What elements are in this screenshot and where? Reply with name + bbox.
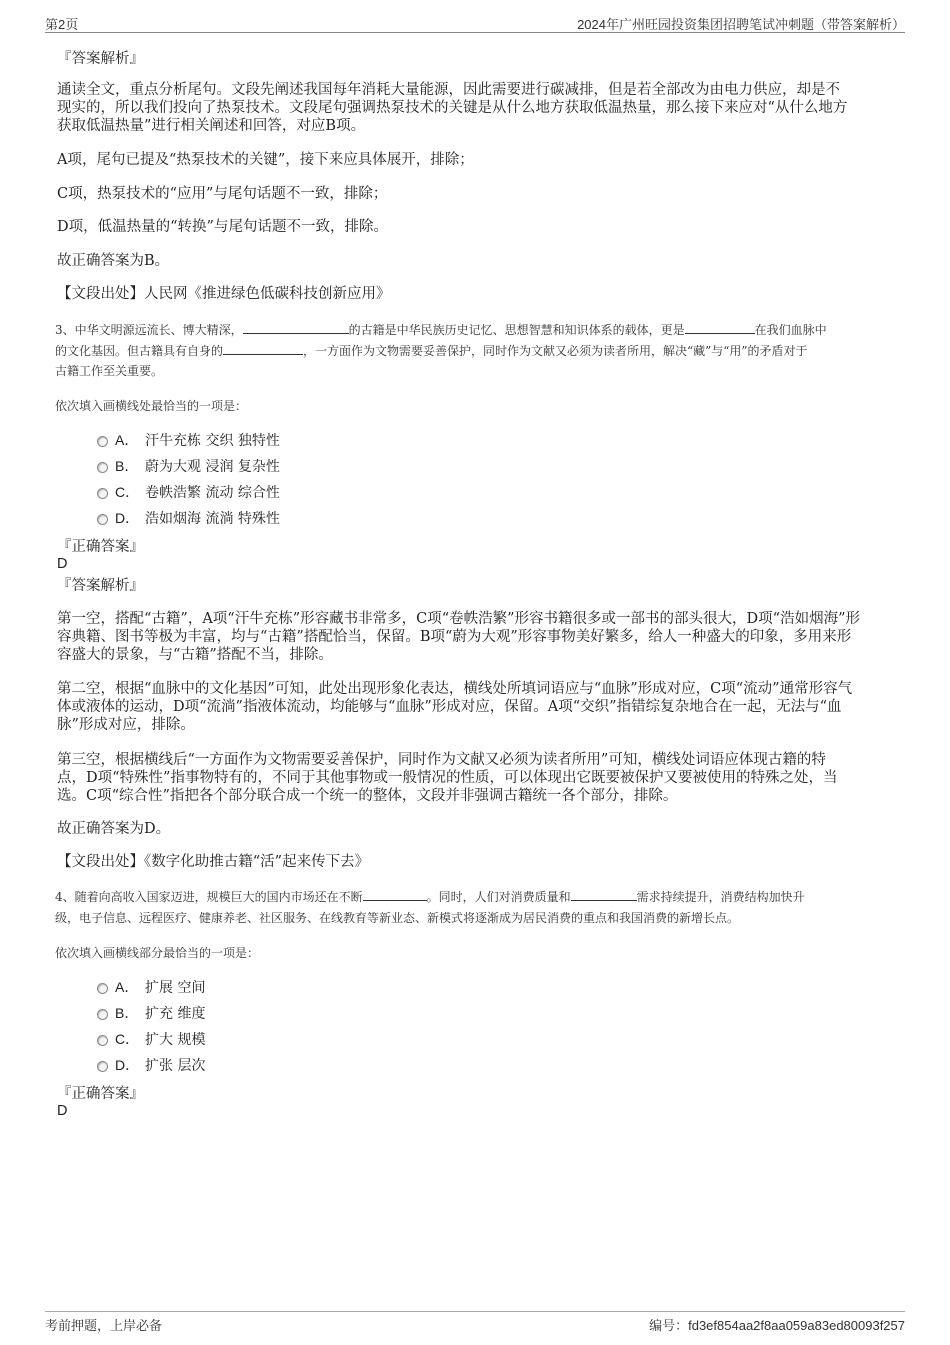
text-line: 3、中华文明源远流长、博大精深， 的古籍是中华民族历史记忆、思想智慧和知识体系的载体，更是 在我们血脉中 (55, 323, 827, 337)
q3-option-a[interactable]: A． 汗牛充栋 交织 独特性 (97, 430, 280, 450)
blank-1[interactable] (363, 888, 427, 901)
document-id: 编号：fd3ef854aa2f8aa059a83ed80093f257 (649, 1318, 905, 1333)
q4-stem (55, 887, 895, 928)
q2-source: 【文段出处】人民网《推进绿色低碳科技创新应用》 (57, 286, 391, 302)
page-footer (45, 1311, 905, 1334)
text-line: 第二空，根据“血脉中的文化基因”可知，此处出现形象化表达，横线处所填词语应与“血脉”形成对应，C项“流动”通常形容气 (57, 681, 853, 697)
q3-analysis-para-1 (57, 610, 897, 664)
q3-conclusion: 故正确答案为D。 (57, 821, 171, 837)
radio-icon[interactable] (97, 983, 108, 994)
text-line: 脉”形成对应，排除。 (57, 717, 195, 733)
radio-icon[interactable] (97, 1061, 108, 1072)
radio-icon[interactable] (97, 436, 108, 447)
q4-answer-label: 『正确答案』 (57, 1086, 144, 1102)
q3-analysis-para-2 (57, 680, 897, 734)
q2-option-c-note: C项，热泵技术的“应用”与尾句话题不一致，排除； (57, 186, 388, 202)
q2-option-a-note: A项，尾句已提及“热泵技术的关键”，接下来应具体展开，排除； (57, 152, 474, 168)
q3-option-d[interactable]: D． 浩如烟海 流淌 特殊性 (97, 508, 280, 528)
text-line: 体或液体的运动，D项“流淌”指液体流动，均能够与“血脉”形成对应，保留。A项“交织”指错综复杂地合在一起，无法与“血 (57, 699, 842, 715)
text-line: 获取低温热量”进行相关阐述和回答，对应B项。 (57, 118, 366, 134)
q3-instruction: 依次填入画横线处最恰当的一项是： (55, 399, 248, 413)
text-line: 容典籍、图书等极为丰富，均与“古籍”搭配恰当，保留。B项“蔚为大观”形容事物美好繁多，给人一种盛大的印象，多用来形 (57, 629, 852, 645)
q3-source: 【文段出处】《数字化助推古籍“活”起来传下去》 (57, 854, 370, 870)
q4-option-d[interactable]: D． 扩张 层次 (97, 1055, 205, 1075)
q2-analysis-para (57, 81, 897, 135)
blank-2[interactable] (685, 321, 755, 334)
radio-icon[interactable] (97, 462, 108, 473)
q4-option-a[interactable]: A． 扩展 空间 (97, 977, 205, 997)
footer-slogan: 考前押题，上岸必备 (45, 1318, 163, 1333)
q3-analysis-para-3 (57, 751, 897, 805)
radio-icon[interactable] (97, 1035, 108, 1046)
text-line: 选。C项“综合性”指把各个部分联合成一个统一的整体，文段并非强调古籍统一各个部分，排除。 (57, 788, 678, 804)
page-number: 第2页 (45, 17, 79, 32)
blank-1[interactable] (243, 321, 349, 334)
text-line: 级，电子信息、远程医疗、健康养老、社区服务、在线教育等新业态、新模式将逐渐成为居民消费的重点和我国消费的新增长点。 (55, 910, 740, 925)
q2-conclusion: 故正确答案为B。 (57, 253, 170, 269)
q4-option-c[interactable]: C． 扩大 规模 (97, 1029, 205, 1049)
q2-option-d-note: D项，低温热量的“转换”与尾句话题不一致，排除。 (57, 219, 388, 235)
q3-analysis-label: 『答案解析』 (57, 578, 144, 594)
q4-answer: D (57, 1103, 68, 1119)
text-line: 现实的，所以我们投向了热泵技术。文段尾句强调热泵技术的关键是从什么地方获取低温热量，那么接下来应对“从什么地方 (57, 100, 848, 116)
text-line: 古籍工作至关重要。 (55, 364, 164, 378)
text-line: 第三空，根据横线后“一方面作为文物需要妥善保护，同时作为文献又必须为读者所用”可知，横线处词语应体现古籍的特 (57, 752, 826, 768)
radio-icon[interactable] (97, 488, 108, 499)
text-line: 点，D项“特殊性”指事物特有的，不同于其他事物或一般情况的性质，可以体现出它既要被保护又要被使用的特殊之处，当 (57, 770, 838, 786)
blank-2[interactable] (571, 888, 637, 901)
q4-instruction: 依次填入画横线部分最恰当的一项是： (55, 946, 260, 960)
text-line: 的文化基因。但古籍具有自身的 ，一方面作为文物需要妥善保护，同时作为文献又必须为读者所用，解决“藏”与“用”的矛盾对于 (55, 343, 808, 358)
q3-option-b[interactable]: B． 蔚为大观 浸润 复杂性 (97, 456, 280, 476)
radio-icon[interactable] (97, 1009, 108, 1020)
text-line: 第一空，搭配“古籍”，A项“汗牛充栋”形容藏书非常多，C项“卷帙浩繁”形容书籍很多或一部书的部头很大，D项“浩如烟海”形 (57, 611, 860, 627)
radio-icon[interactable] (97, 514, 108, 525)
text-line: 容盛大的景象，与“古籍”搭配不当，排除。 (57, 647, 333, 663)
q3-stem (55, 320, 895, 382)
q3-answer: D (57, 556, 68, 572)
q3-option-c[interactable]: C． 卷帙浩繁 流动 综合性 (97, 482, 280, 502)
q2-analysis-label: 『答案解析』 (57, 51, 144, 67)
document-title: 2024年广州旺园投资集团招聘笔试冲刺题（带答案解析） (577, 17, 905, 32)
blank-3[interactable] (223, 342, 303, 355)
page-header (45, 14, 905, 33)
text-line: 4、随着向高收入国家迈进，规模巨大的国内市场还在不断 。同时，人们对消费质量和 需求持续提升，消费结构加快升 (55, 890, 805, 904)
q4-option-b[interactable]: B． 扩充 维度 (97, 1003, 205, 1023)
text-line: 通读全文，重点分析尾句。文段先阐述我国每年消耗大量能源，因此需要进行碳减排，但是若全部改为由电力供应，却是不 (57, 82, 840, 98)
q3-answer-label: 『正确答案』 (57, 539, 144, 555)
